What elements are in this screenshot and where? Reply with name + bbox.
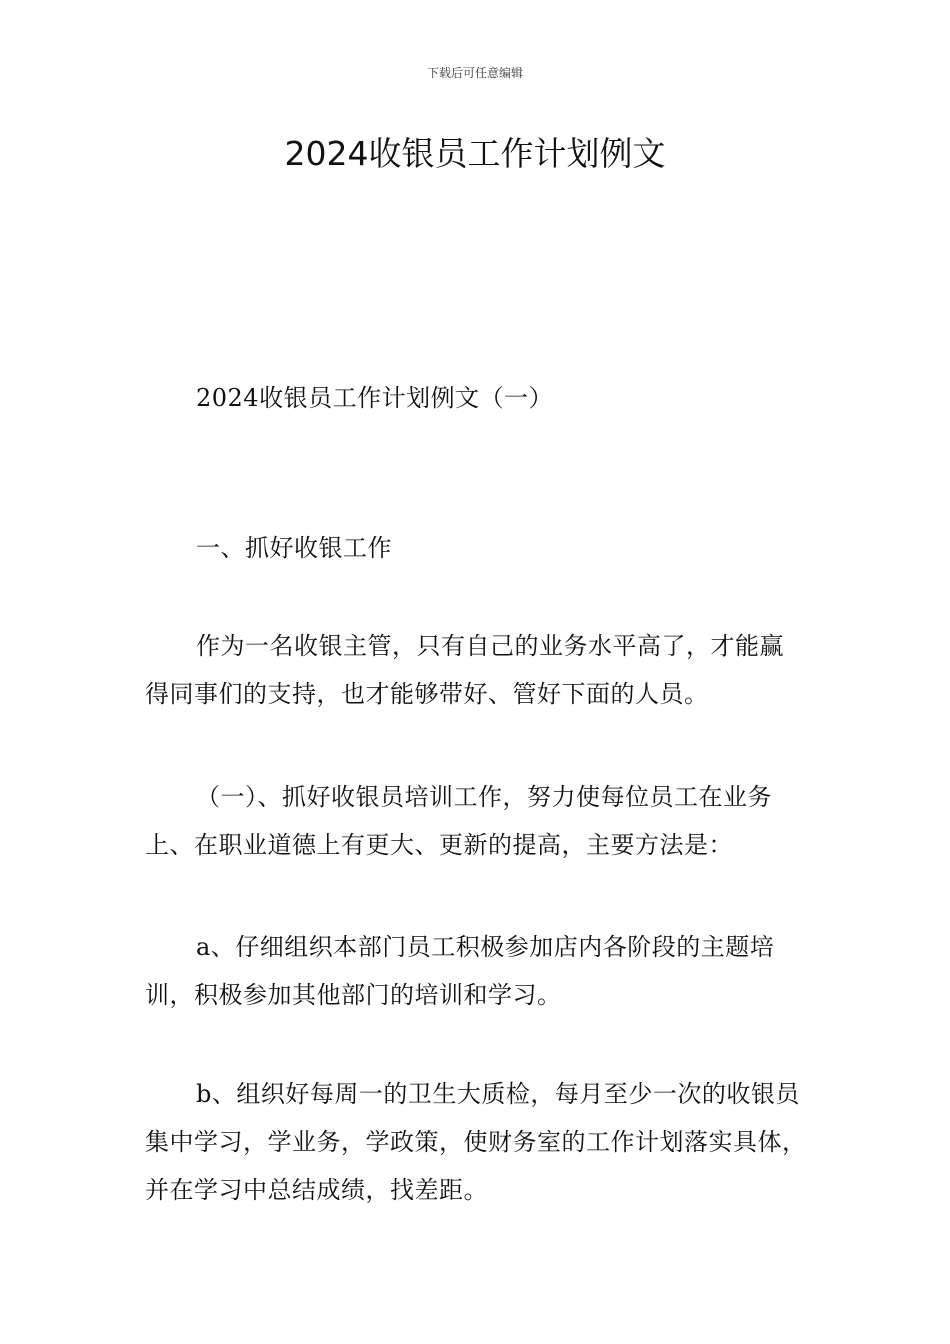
document-title: 2024收银员工作计划例文 <box>284 134 666 173</box>
section-heading: 一、抓好收银工作 <box>196 534 392 562</box>
paragraph: （一）、抓好收银员培训工作，努力使每位员工在业务上、在职业道德上有更大、更新的提高，主要方法是： <box>145 783 772 859</box>
page-header-note: 下载后可任意编辑 <box>426 66 523 80</box>
paragraph: 作为一名收银主管，只有自己的业务水平高了，才能赢得同事们的支持，也才能够带好、管好下面的人员。 <box>145 632 784 708</box>
paragraph: a、仔细组织本部门员工积极参加店内各阶段的主题培训，积极参加其他部门的培训和学习。 <box>145 933 775 1009</box>
paragraph: b、组织好每周一的卫生大质检，每月至少一次的收银员集中学习，学业务，学政策，使财务室的工作计划落实具体，并在学习中总结成绩，找差距。 <box>145 1080 807 1204</box>
document-subtitle: 2024收银员工作计划例文（一） <box>196 384 554 412</box>
